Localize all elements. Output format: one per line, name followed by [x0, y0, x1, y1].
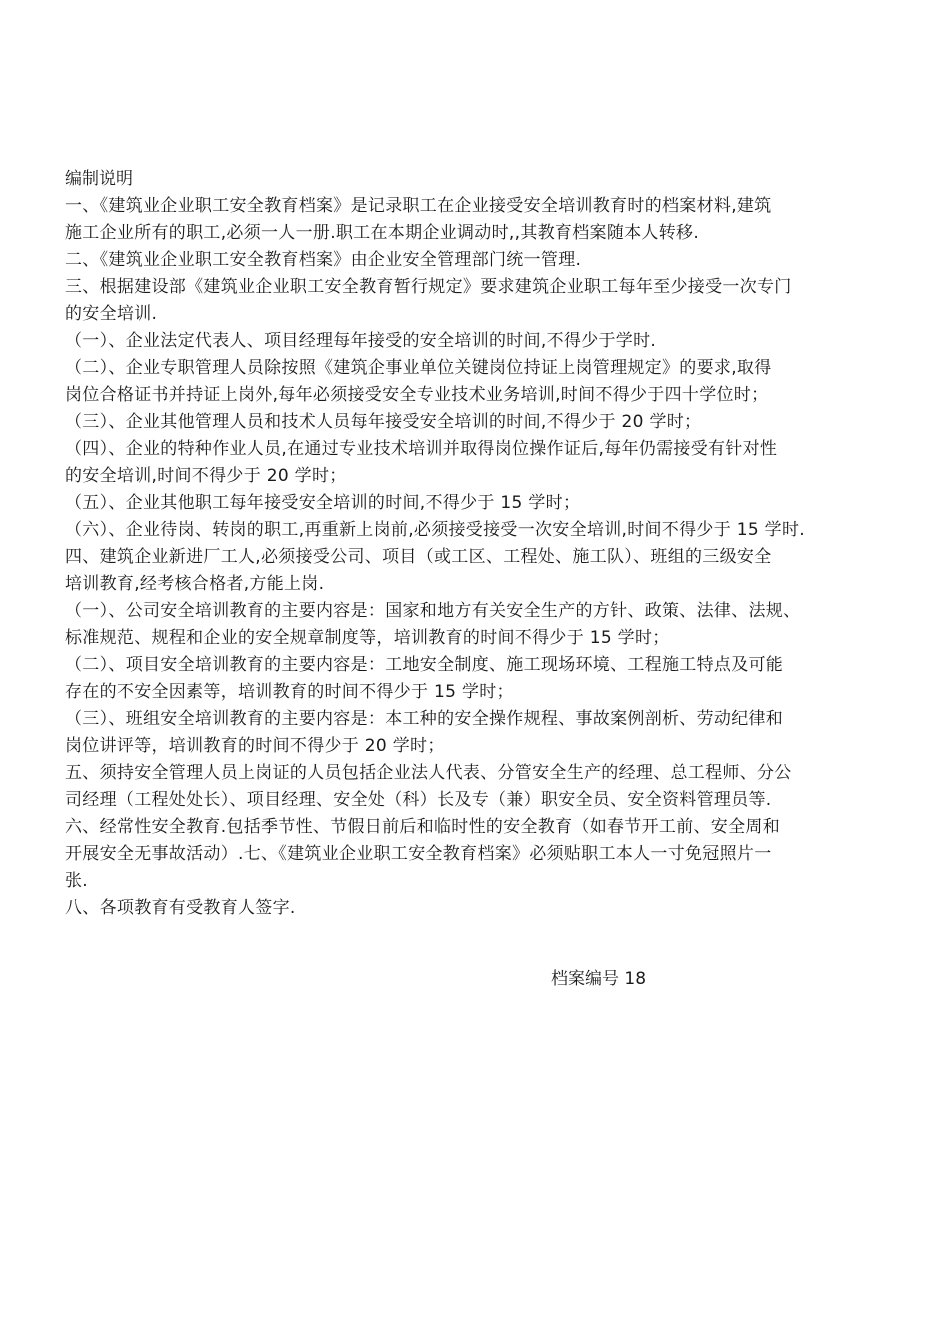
paragraph-line: 的安全培训. — [65, 304, 158, 324]
document-title: 编制说明 — [65, 169, 133, 189]
paragraph-line: 五、须持安全管理人员上岗证的人员包括企业法人代表、分管安全生产的经理、总工程师、分公 — [65, 763, 792, 783]
paragraph-line: 三、根据建设部《建筑业企业职工安全教育暂行规定》要求建筑企业职工每年至少接受一次专门 — [65, 277, 792, 297]
paragraph-line: 存在的不安全因素等，培训教育的时间不得少于 15 学时； — [65, 682, 514, 702]
paragraph-line: （一）、公司安全培训教育的主要内容是：国家和地方有关安全生产的方针、政策、法律、法规、 — [65, 601, 801, 621]
paragraph-line: 岗位合格证书并持证上岗外,每年必须接受安全专业技术业务培训,时间不得少于四十学位时； — [65, 385, 769, 405]
paragraph-line: （六）、企业待岗、转岗的职工,再重新上岗前,必须接受接受一次安全培训,时间不得少于 15 学时. — [65, 520, 805, 540]
archive-number: 档案编号 18 — [551, 969, 647, 989]
paragraph-line: 张. — [65, 871, 89, 891]
paragraph-line: （一）、企业法定代表人、项目经理每年接受的安全培训的时间,不得少于学时. — [65, 331, 657, 351]
paragraph-line: （二）、项目安全培训教育的主要内容是：工地安全制度、施工现场环境、工程施工特点及可能 — [65, 655, 784, 675]
document-body — [65, 166, 900, 922]
paragraph-line: （五）、企业其他职工每年接受安全培训的时间,不得少于 15 学时； — [65, 493, 581, 513]
paragraph-line: 培训教育,经考核合格者,方能上岗. — [65, 574, 325, 594]
paragraph-line: 四、建筑企业新进厂工人,必须接受公司、项目（或工区、工程处、施工队）、班组的三级安全 — [65, 547, 772, 567]
paragraph-line: 的安全培训,时间不得少于 20 学时； — [65, 466, 347, 486]
paragraph-line: 司经理（工程处处长）、项目经理、安全处（科）长及专（兼）职安全员、安全资料管理员等. — [65, 790, 772, 810]
paragraph-line: （四）、企业的特种作业人员,在通过专业技术培训并取得岗位操作证后,每年仍需接受有针对性 — [65, 439, 778, 459]
paragraph-line: 八、各项教育有受教育人签字. — [65, 898, 296, 918]
paragraph-line: （二）、企业专职管理人员除按照《建筑企事业单位关键岗位持证上岗管理规定》的要求,取得 — [65, 358, 772, 378]
paragraph-line: 开展安全无事故活动）.七、《建筑业企业职工安全教育档案》必须贴职工本人一寸免冠照片一 — [65, 844, 772, 864]
paragraph-line: 施工企业所有的职工,必须一人一册.职工在本期企业调动时,,其教育档案随本人转移. — [65, 223, 700, 243]
paragraph-line: 标准规范、规程和企业的安全规章制度等，培训教育的时间不得少于 15 学时； — [65, 628, 670, 648]
paragraph-line: 六、经常性安全教育.包括季节性、节假日前后和临时性的安全教育（如春节开工前、安全周和 — [65, 817, 781, 837]
paragraph-line: 岗位讲评等，培训教育的时间不得少于 20 学时； — [65, 736, 445, 756]
paragraph-line: （三）、企业其他管理人员和技术人员每年接受安全培训的时间,不得少于 20 学时； — [65, 412, 702, 432]
paragraph-line: 一、《建筑业企业职工安全教育档案》是记录职工在企业接受安全培训教育时的档案材料,建筑 — [65, 196, 772, 216]
paragraph-line: （三）、班组安全培训教育的主要内容是：本工种的安全操作规程、事故案例剖析、劳动纪律和 — [65, 709, 784, 729]
paragraph-line: 二、《建筑业企业职工安全教育档案》由企业安全管理部门统一管理. — [65, 250, 582, 270]
